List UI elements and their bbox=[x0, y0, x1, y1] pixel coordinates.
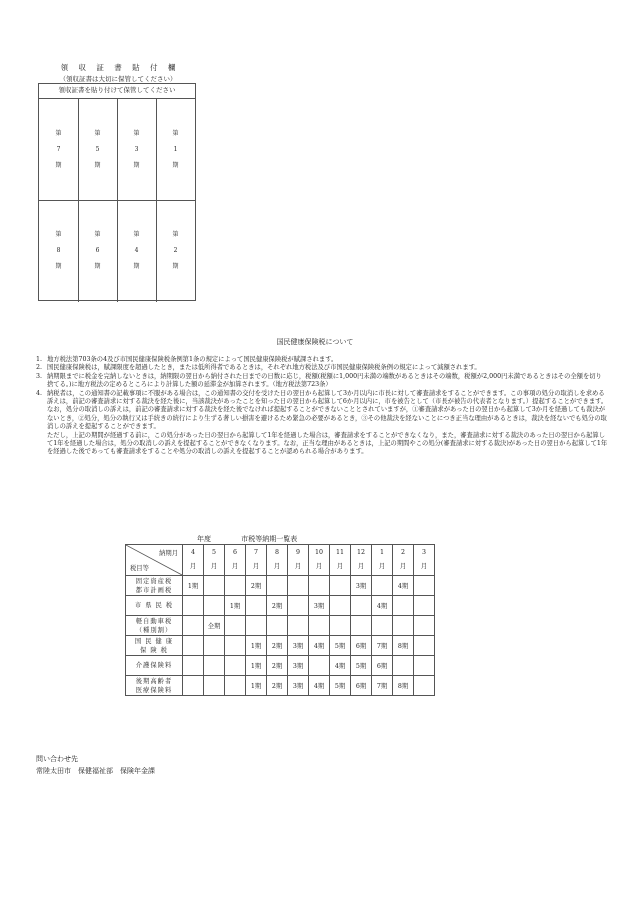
table-cell bbox=[288, 596, 309, 616]
schedule-heading: 市税等納期一覧表 bbox=[241, 535, 298, 543]
note-4: 4. 納税者は，この通知書の記載事項に不服がある場合は，この通知書の交付を受けた日の翌日から起算して3か月以内に市長に対して審査請求をすることができます。この事項の処分の取消しを求める訴えは，前記の審査請求に対する裁決を経た後に，当該裁決があったことを知った日の翌日から起算して6か月以内に，市を被告として（市長が被告の代表者となります。）提起することができます。なお，処分の取消しの訴えは，前記の審査請求に対する裁決を経た後でなければ提起することができないこととされていますが，①審査請求があった日の翌日から起算して3か月を経過しても裁決がないとき，②処分，処分の執行又は手続きの続行により生ずる著しい損害を避けるため緊急の必要があるとき，③その他裁決を経ないことにつき正当な理由があるときは，裁決を経ないでも処分の取消しの訴えを提起することができます。 bbox=[36, 389, 608, 431]
table-cell bbox=[204, 656, 225, 676]
table-cell: 1期 bbox=[246, 656, 267, 676]
table-cell bbox=[309, 616, 330, 636]
receipt-subtitle: （領収証書は大切に保管してください） bbox=[59, 75, 177, 83]
table-cell: 4期 bbox=[309, 676, 330, 696]
table-cell: 8期 bbox=[393, 636, 414, 656]
table-cell bbox=[225, 616, 246, 636]
table-cell: 4期 bbox=[372, 596, 393, 616]
table-cell: 4期 bbox=[393, 576, 414, 596]
table-cell: 6期 bbox=[351, 676, 372, 696]
table-cell bbox=[414, 636, 435, 656]
table-cell bbox=[393, 616, 414, 636]
table-cell bbox=[288, 616, 309, 636]
table-cell bbox=[372, 576, 393, 596]
table-cell bbox=[414, 676, 435, 696]
row-label: 固定資産税 都市計画税 bbox=[126, 576, 183, 596]
table-cell: 3期 bbox=[309, 596, 330, 616]
table-cell bbox=[225, 656, 246, 676]
period-2: 第 2 期 bbox=[172, 231, 179, 270]
table-cell bbox=[414, 656, 435, 676]
schedule-table bbox=[125, 544, 435, 696]
table-cell: 1期 bbox=[225, 596, 246, 616]
table-row bbox=[126, 656, 435, 676]
table-cell bbox=[288, 576, 309, 596]
notes bbox=[36, 356, 608, 457]
table-cell bbox=[330, 576, 351, 596]
table-cell: 全期 bbox=[204, 616, 225, 636]
receipt-box bbox=[38, 83, 196, 301]
note-3: 3. 納期限までに税金を完納しないときは，納期限の翌日から納付された日までの日数に応じ，税額(税額に1,000円未満の端数があるときはその端数，税額が2,000円未満であるときはその全額を切り捨てる。)に地方税法の定めるところにより計算した額の延滞金が加算されます。（地方税法第723条） bbox=[36, 372, 602, 389]
table-cell bbox=[414, 596, 435, 616]
table-cell: 6期 bbox=[372, 656, 393, 676]
table-cell bbox=[351, 616, 372, 636]
table-cell bbox=[330, 616, 351, 636]
table-row bbox=[126, 576, 435, 596]
month-header: 3 月 bbox=[414, 545, 435, 576]
table-header-row bbox=[126, 545, 435, 576]
table-cell bbox=[330, 596, 351, 616]
table-cell bbox=[183, 616, 204, 636]
month-header: 4 月 bbox=[183, 545, 204, 576]
table-cell bbox=[309, 576, 330, 596]
table-cell bbox=[414, 616, 435, 636]
table-cell: 7期 bbox=[372, 636, 393, 656]
table-cell: 4期 bbox=[309, 636, 330, 656]
table-cell bbox=[204, 596, 225, 616]
table-row bbox=[126, 676, 435, 696]
table-cell bbox=[267, 616, 288, 636]
table-cell bbox=[204, 636, 225, 656]
row-label: 介護保険料 bbox=[126, 656, 183, 676]
divider bbox=[39, 200, 195, 201]
table-cell: 1期 bbox=[183, 576, 204, 596]
table-cell: 8期 bbox=[393, 676, 414, 696]
table-cell: 4期 bbox=[330, 656, 351, 676]
month-header: 12 月 bbox=[351, 545, 372, 576]
table-cell bbox=[309, 656, 330, 676]
note-2: 2. 国民健康保険税は，賦課限度を超過したとき，または低所得者であるときは，それぞれ地方税法及び市国民健康保険税条例の規定によって減額されます。 bbox=[36, 364, 481, 372]
period-4: 第 4 期 bbox=[133, 231, 140, 270]
month-header: 2 月 bbox=[393, 545, 414, 576]
table-cell bbox=[246, 596, 267, 616]
table-cell: 2期 bbox=[246, 576, 267, 596]
table-cell bbox=[183, 596, 204, 616]
table-cell bbox=[414, 576, 435, 596]
table-cell bbox=[246, 616, 267, 636]
table-cell bbox=[183, 656, 204, 676]
table-cell bbox=[204, 576, 225, 596]
row-label: 市 県 民 税 bbox=[126, 596, 183, 616]
period-3: 第 3 期 bbox=[133, 130, 140, 169]
table-row bbox=[126, 616, 435, 636]
table-row bbox=[126, 636, 435, 656]
table-cell bbox=[393, 596, 414, 616]
table-cell: 5期 bbox=[351, 656, 372, 676]
month-header: 8 月 bbox=[267, 545, 288, 576]
table-cell: 1期 bbox=[246, 636, 267, 656]
table-cell bbox=[351, 596, 372, 616]
table-cell: 2期 bbox=[267, 596, 288, 616]
month-header: 9 月 bbox=[288, 545, 309, 576]
schedule-title bbox=[197, 534, 447, 544]
table-cell bbox=[225, 576, 246, 596]
corner-cell: 納期月 税目等 bbox=[126, 545, 183, 576]
period-6: 第 6 期 bbox=[94, 231, 101, 270]
table-cell: 1期 bbox=[246, 676, 267, 696]
table-cell: 5期 bbox=[330, 636, 351, 656]
schedule-body bbox=[126, 576, 435, 696]
row-label: 後期高齢者 医療保険料 bbox=[126, 676, 183, 696]
contact-label: 問い合わせ先 bbox=[36, 755, 78, 763]
month-header: 6 月 bbox=[225, 545, 246, 576]
table-cell: 3期 bbox=[351, 576, 372, 596]
table-cell: 3期 bbox=[288, 636, 309, 656]
row-label: 国 民 健 康 保 険 税 bbox=[126, 636, 183, 656]
table-cell bbox=[267, 576, 288, 596]
period-7: 第 7 期 bbox=[55, 130, 62, 169]
table-cell: 7期 bbox=[372, 676, 393, 696]
table-cell bbox=[225, 636, 246, 656]
period-8: 第 8 期 bbox=[55, 231, 62, 270]
table-cell: 5期 bbox=[330, 676, 351, 696]
contact-department: 常陸太田市 保健福祉部 保険年金課 bbox=[36, 767, 155, 775]
receipt-header: 領収証書を貼り付けて保管してください bbox=[39, 84, 195, 99]
table-cell bbox=[183, 636, 204, 656]
section-title: 国民健康保険税について bbox=[276, 338, 354, 346]
year-label: 年度 bbox=[197, 535, 211, 543]
table-cell: 2期 bbox=[267, 656, 288, 676]
month-header: 11 月 bbox=[330, 545, 351, 576]
table-cell: 2期 bbox=[267, 636, 288, 656]
note-1: 1. 地方税法第703条の4及び市国民健康保険税条例第1条の規定によって国民健康保険税が賦課されます。 bbox=[36, 356, 338, 363]
period-5: 第 5 期 bbox=[94, 130, 101, 169]
month-header: 5 月 bbox=[204, 545, 225, 576]
row-label: 軽自動車税 （種別割） bbox=[126, 616, 183, 636]
table-row bbox=[126, 596, 435, 616]
table-cell bbox=[372, 616, 393, 636]
table-cell bbox=[183, 676, 204, 696]
table-cell: 3期 bbox=[288, 656, 309, 676]
period-1: 第 1 期 bbox=[172, 130, 179, 169]
table-cell bbox=[225, 676, 246, 696]
table-cell bbox=[393, 656, 414, 676]
note-4-continued: ただし，上記の期間が経過する前に，この処分があった日の翌日から起算して1年を経過した場合は，審査請求をすることができなくなり，また，審査請求に対する裁決のあった日の翌日から起算して1年を経過した場合は，処分の取消しの訴えを提起することができなくなります。なお，正当な理由があるときは，上記の期間やこの処分(審査請求に対する裁決)があった日の翌日から起算して1年を経過した後であっても審査請求をすることや処分の取消しの訴えを提起することが認められる場合があります。 bbox=[47, 431, 608, 456]
table-cell bbox=[204, 676, 225, 696]
table-cell: 3期 bbox=[288, 676, 309, 696]
table-cell: 2期 bbox=[267, 676, 288, 696]
month-header: 1 月 bbox=[372, 545, 393, 576]
month-header: 10 月 bbox=[309, 545, 330, 576]
month-header: 7 月 bbox=[246, 545, 267, 576]
table-cell: 6期 bbox=[351, 636, 372, 656]
receipt-title: 領 収 証 書 貼 付 欄 bbox=[60, 63, 180, 72]
